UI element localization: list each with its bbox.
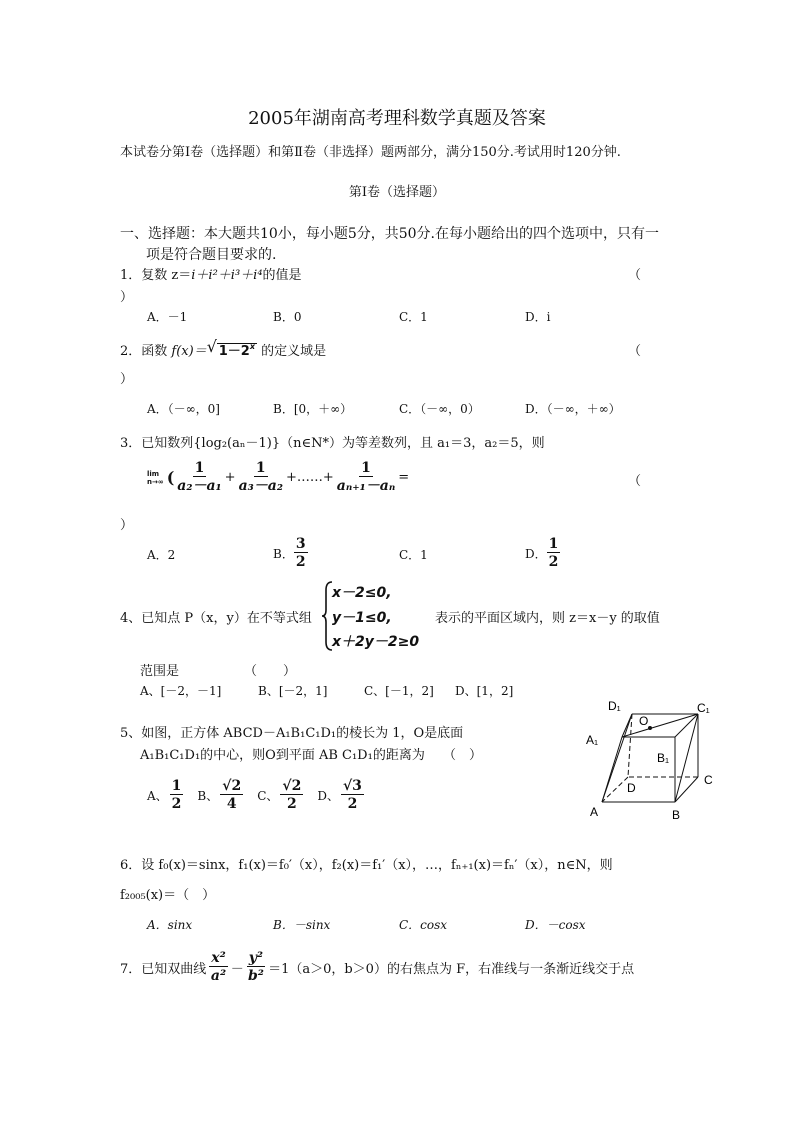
label-c: C [704,773,713,787]
q3-fraction-3: $\frac{1}{\text{aₙ₊₁－aₙ}}$ [336,460,396,494]
question-4-stem-suffix: 表示的平面区域内，则 z＝x－y 的取值 [435,611,660,626]
page-title: 2005年湖南高考理科数学真题及答案 [248,108,546,129]
q1-expression: i＋i²＋i³＋i⁴ [191,268,263,283]
q3-option-d-fraction: $\frac{1}{2}$ [548,536,559,570]
q1-suffix: 的值是 [262,268,302,283]
q4-option-c: C、[－1，2] [364,684,434,698]
label-o: O [639,714,649,728]
q3-ellipsis: +……+ [285,470,334,485]
q1-prefix: 1．复数 z＝ [120,268,192,283]
q2-option-a: A．（－∞，0] [147,402,220,416]
cube-figure [580,692,720,827]
q1-answer-paren-open: （ [628,268,642,283]
q1-option-c: C．1 [399,310,428,324]
question-4-stem-prefix: 4、已知点 P（x，y）在不等式组 [120,611,312,626]
q5-option-c-label: C、 [257,789,279,803]
q2-option-d: D．（－∞，＋∞） [525,402,621,416]
q4-option-d: D、[1，2] [455,684,514,698]
q1-option-a: A．－1 [147,310,188,324]
q5-options [147,778,364,813]
q4-range-label: 范围是 [140,664,180,679]
q2-option-b: B．[0，＋∞） [273,402,353,416]
q3-answer-paren-close: ） [120,518,134,533]
q3-equals: = [398,470,410,485]
q3-answer-paren-open: （ [628,474,642,489]
q3-fraction-1: $\frac{1}{\text{a₂－a₁}}$ [177,460,222,494]
q5-option-d-fraction: $\frac{√3}{2}$ [342,778,362,812]
question-3-stem: 3．已知数列{log₂(aₙ－1)}（n∈N*）为等差数列，且 a₁＝3，a₂＝5，则 [120,436,545,451]
q2-option-c: C．（－∞，0） [399,402,480,416]
exam-intro: 本试卷分第Ⅰ卷（选择题）和第Ⅱ卷（非选择）题两部分，满分150分.考试用时120分钟. [120,145,621,160]
q3-option-b: B． $\frac{3}{2}$ [273,536,306,570]
label-d: D [627,781,636,795]
question-6-line1: 6．设 f₀(x)＝sinx，f₁(x)＝f₀′（x），f₂(x)＝f₁′（x），…，fₙ₊₁(x)＝fₙ′（x），n∈N，则 [120,858,613,873]
q7-fraction-y: $\frac{\text{y²}}{\text{b²}}$ [247,950,264,984]
q1-option-d: D．i [525,310,551,324]
q5-answer-blank: （ ） [443,748,483,763]
question-2-stem [120,337,327,359]
label-a: A [590,805,599,819]
q5-option-b-label: B、 [197,789,219,803]
q3-limit-expression [147,460,409,495]
question-6-line2: f₂₀₀₅(x)＝（ ） [120,888,216,903]
q3-fraction-2: $\frac{1}{\text{a₃－a₂}}$ [238,460,283,494]
q5-option-b-fraction: $\frac{√2}{4}$ [222,778,242,812]
q3-option-a: A．2 [147,548,176,562]
q4-answer-blank: （ ） [244,664,297,679]
q6-option-c: C．cosx [399,918,448,932]
q2-answer-paren-open: （ [628,344,642,359]
q4-option-b: B、[－2，1] [258,684,328,698]
q5-option-a-label: A、 [147,789,168,803]
question-5-line2: A₁B₁C₁D₁的中心，则O到平面 AB C₁D₁的距离为 [140,748,425,763]
label-a1: A₁ [586,733,599,747]
q6-option-a: A．sinx [147,918,193,932]
q5-option-c-fraction: $\frac{√2}{2}$ [282,778,302,812]
q4-option-a: A、[－2，－1] [140,684,222,698]
q4-inequality-2: y－1≤0, [332,610,392,626]
label-d1: D₁ [608,699,621,713]
q3-option-b-fraction: $\frac{3}{2}$ [295,536,306,570]
section-instructions-line2: 项是符合题目要求的. [146,247,277,263]
q7-minus: － [230,962,244,977]
q5-option-d-label: D、 [317,789,339,803]
q2-prefix: 2．函数 [120,344,168,359]
q2-sqrt [206,337,257,359]
q4-inequality-1: x－2≤0, [332,585,392,601]
center-point-o [648,726,652,730]
label-b: B [672,808,681,822]
q6-option-d: D．－cosx [525,918,586,932]
q3-limit: lim n→∞ [147,469,164,486]
label-b1: B₁ [657,751,670,765]
q3-option-d: D． $\frac{1}{2}$ [525,536,559,570]
radical-sign-icon: √ [206,337,217,356]
q2-radicand: $1-2^x$ [218,342,255,359]
q7-prefix: 7．已知双曲线 [120,962,207,977]
q2-answer-paren-close: ） [120,372,134,387]
label-c1: C₁ [697,701,710,715]
q1-answer-paren-close: ） [120,290,134,305]
question-1-stem [120,264,302,283]
section-instructions-line1: 一、选择题：本大题共10小，每小题5分，共50分.在每小题给出的四个选项中，只有一 [120,226,659,242]
q4-inequality-3: x＋2y－2≥0 [332,634,420,650]
question-7-stem [120,950,634,985]
q2-suffix: 的定义域是 [261,344,327,359]
q2-function: f(x)＝ [171,344,207,359]
part-heading: 第Ⅰ卷（选择题） [348,185,446,200]
q3-plus: + [224,470,236,485]
q3-open-paren: ( [166,468,175,487]
q6-option-b: B．－sinx [273,918,331,932]
q5-option-a-fraction: $\frac{1}{2}$ [171,778,182,812]
q7-suffix: ＝1（a＞0，b＞0）的右焦点为 F，右准线与一条渐近线交于点 [268,962,635,977]
q1-option-b: B．0 [273,310,302,324]
q7-fraction-x: $\frac{\text{x²}}{\text{a²}}$ [210,950,227,984]
q3-option-c: C．1 [399,548,428,562]
question-5-line1: 5、如图，正方体 ABCD－A₁B₁C₁D₁的棱长为 1，O是底面 [120,726,464,741]
